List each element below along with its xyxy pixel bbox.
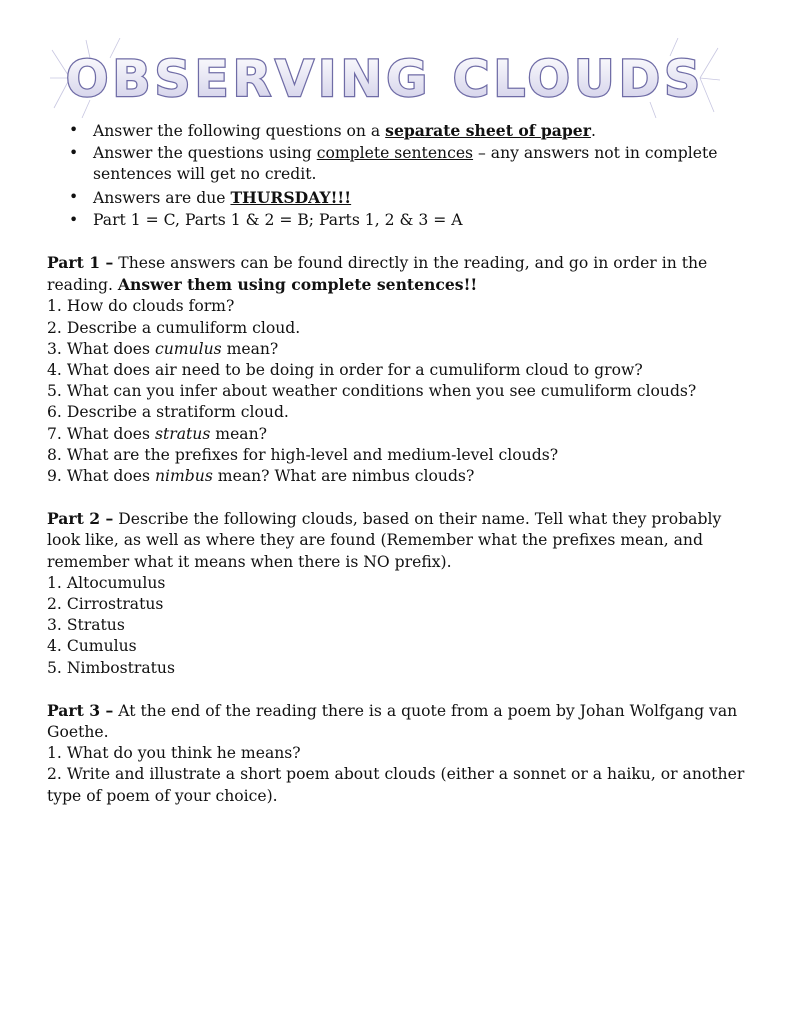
page-title: OBSERVING CLOUDS (65, 50, 705, 108)
part-3-items (47, 743, 752, 807)
question-item: 7. What does stratus mean? (47, 424, 268, 443)
cloud-type-item: 2. Cirrostratus (47, 595, 164, 614)
worksheet-body (47, 120, 752, 807)
question-item: 2. Describe a cumuliform cloud. (47, 318, 301, 337)
bullet-icon: • (69, 210, 79, 229)
part-2-intro: Part 2 – Describe the following clouds, based on their name. Tell what they probably look like, as well as where they are found (Remember what the prefixes mean, and remember what it means when there is NO prefix). (47, 509, 722, 571)
part-1-questions (47, 296, 752, 487)
question-item: 1. What do you think he means? (47, 744, 301, 763)
emphasis-text: separate sheet of paper (385, 121, 591, 140)
part-2-section (47, 508, 752, 679)
part-3-intro: Part 3 – At the end of the reading there is a quote from a poem by Johan Wolfgang van Goethe. (47, 700, 738, 742)
part-3-section (47, 700, 752, 807)
instruction-item: • Part 1 = C, Parts 1 & 2 = B; Parts 1, 2 & 3 = A (47, 210, 752, 231)
question-item: 2. Write and illustrate a short poem about clouds (either a sonnet or a haiku, or another type of poem of your choice). (47, 765, 745, 805)
cloud-title-graphic (50, 38, 720, 118)
title-banner (50, 38, 720, 118)
instruction-item: • Answer the following questions on a separate sheet of paper. (69, 121, 596, 140)
instructions-list (47, 120, 752, 231)
part-1-intro: Part 1 – These answers can be found directly in the reading, and go in order in the reading. Answer them using complete sentences!! (47, 253, 708, 295)
question-item: 5. What can you infer about weather conditions when you see cumuliform clouds? (47, 382, 697, 401)
instruction-item: • Answers are due THURSDAY!!! (69, 187, 352, 207)
cloud-type-item: 1. Altocumulus (47, 573, 166, 592)
part-3-label: Part 3 – (47, 700, 114, 720)
part-2-items (47, 573, 752, 679)
question-item: 4. What does air need to be doing in order for a cumuliform cloud to grow? (47, 361, 643, 380)
cloud-type-item: 4. Cumulus (47, 637, 137, 656)
emphasis-text: complete sentences (316, 144, 474, 163)
question-item: 3. What does cumulus mean? (47, 339, 279, 358)
question-item: 9. What does nimbus mean? What are nimbus clouds? (47, 467, 475, 486)
bullet-icon: • (69, 121, 79, 139)
instruction-item: • Answer the questions using complete sentences – any answers not in complete sentences will get no credit. (69, 144, 718, 184)
emphasis-text: THURSDAY!!! (230, 187, 352, 207)
question-item: 8. What are the prefixes for high-level and medium-level clouds? (47, 445, 559, 464)
question-item: 6. Describe a stratiform cloud. (47, 403, 289, 422)
bullet-icon: • (69, 187, 79, 206)
part-1-section (47, 252, 752, 487)
cloud-type-item: 3. Stratus (47, 616, 125, 635)
part-1-label: Part 1 – (47, 253, 114, 273)
question-item: 1. How do clouds form? (47, 297, 235, 316)
bullet-icon: • (69, 144, 79, 163)
cloud-type-item: 5. Nimbostratus (47, 658, 175, 677)
part-2-label: Part 2 – (47, 509, 114, 529)
